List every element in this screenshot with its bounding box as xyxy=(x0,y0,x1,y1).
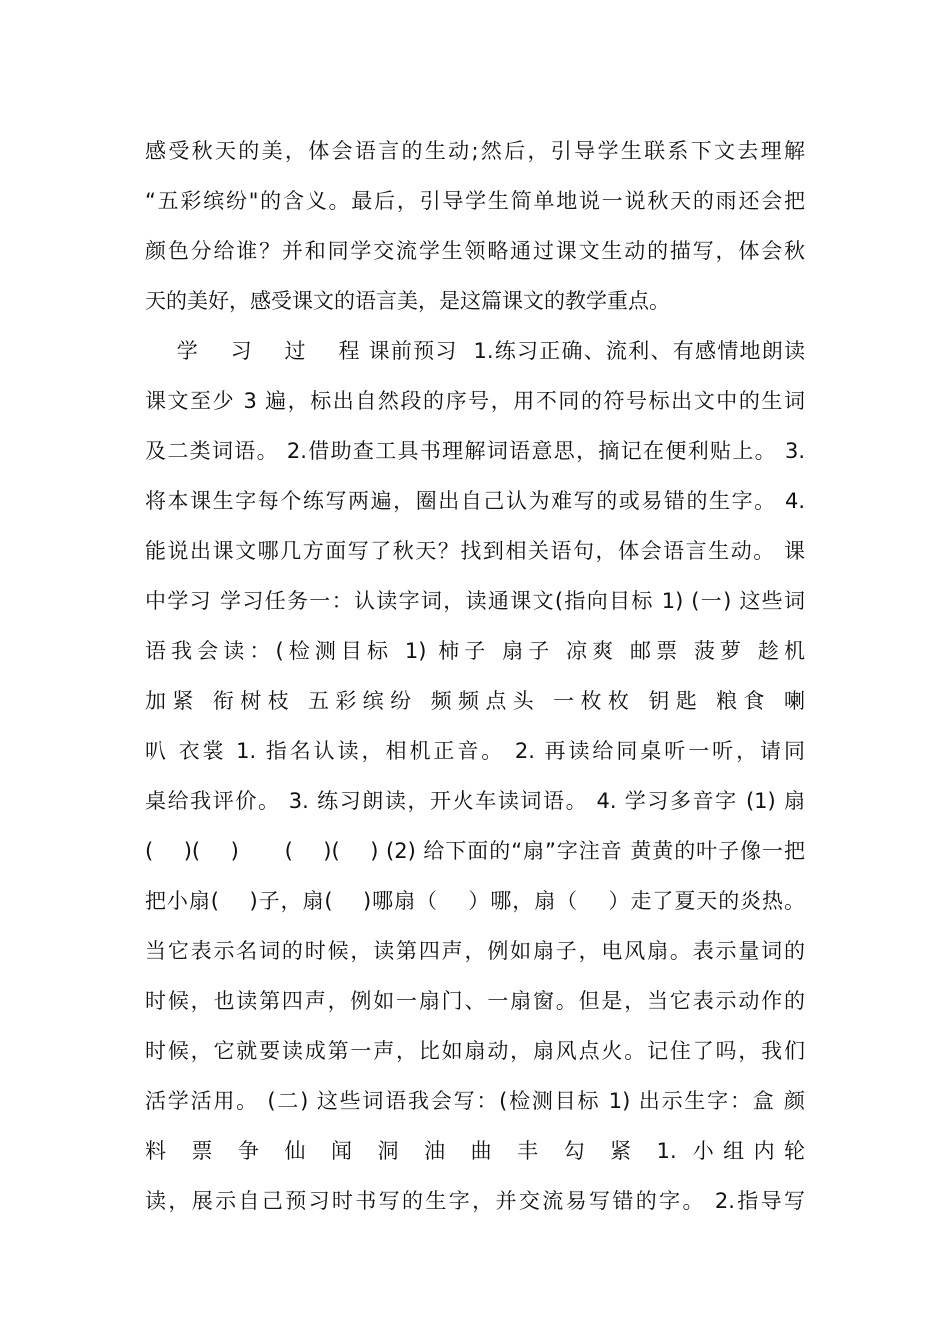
text-line-11: 语我会读：(检测目标 1) 柿子 扇子 凉爽 邮票 菠萝 趁机 xyxy=(145,639,805,663)
text-line-6: 课文至少 3 遍，标出自然段的序号，用不同的符号标出文中的生词 xyxy=(145,389,805,413)
text-line-3: 颜色分给谁？并和同学交流学生领略通过课文生动的描写，体会秋 xyxy=(145,239,805,263)
text-line-20: 活学活用。 (二) 这些词语我会写：(检测目标 1) 出示生字：盒 颜 xyxy=(145,1089,805,1113)
text-line-4: 天的美好，感受课文的语言美，是这篇课文的教学重点。 xyxy=(145,289,670,313)
text-line-14: 桌给我评价。 3. 练习朗读，开火车读词语。 4. 学习多音字 (1) 扇 xyxy=(145,789,805,813)
text-line-16: 把小扇( )子，扇( )哪扇（ ）哪，扇（ ）走了夏天的炎热。 xyxy=(145,889,805,913)
text-line-21: 料 票 争 仙 闻 洞 油 曲 丰 勾 紧 1. 小组内轮 xyxy=(145,1139,805,1163)
text-line-7: 及二类词语。 2.借助查工具书理解词语意思，摘记在便利贴上。 3. xyxy=(145,439,805,463)
text-line-12: 加紧 衔树枝 五彩缤纷 频频点头 一枚枚 钥匙 粮食 喇 xyxy=(145,689,805,713)
text-line-22: 读，展示自己预习时书写的生字，并交流易写错的字。 2.指导写 xyxy=(145,1189,805,1213)
text-line-15: ( )( ) ( )( ) (2) 给下面的“扇”字注音 黄黄的叶子像一把 xyxy=(145,839,805,863)
text-line-9: 能说出课文哪几方面写了秋天？找到相关语句，体会语言生动。 课 xyxy=(145,539,805,563)
text-line-2: “五彩缤纷"的含义。最后，引导学生简单地说一说秋天的雨还会把 xyxy=(145,189,805,213)
text-line-13: 叭 衣裳 1. 指名认读，相机正音。 2. 再读给同桌听一听，请同 xyxy=(145,739,805,763)
text-line-1: 感受秋天的美，体会语言的生动;然后，引导学生联系下文去理解 xyxy=(145,139,805,163)
text-line-19: 时候，它就要读成第一声，比如扇动，扇风点火。记住了吗，我们 xyxy=(145,1039,805,1063)
text-line-8: 将本课生字每个练写两遍，圈出自己认为难写的或易错的生字。 4. xyxy=(145,489,805,513)
text-line-18: 时候，也读第四声，例如一扇门、一扇窗。但是，当它表示动作的 xyxy=(145,989,805,1013)
text-line-17: 当它表示名词的时候，读第四声，例如扇子，电风扇。表示量词的 xyxy=(145,939,805,963)
text-line-10: 中学习 学习任务一：认读字词，读通课文(指向目标 1) (一) 这些词 xyxy=(145,589,805,613)
text-line-5: 学 习 过 程 课前预习 1.练习正确、流利、有感情地朗读 xyxy=(145,339,805,363)
